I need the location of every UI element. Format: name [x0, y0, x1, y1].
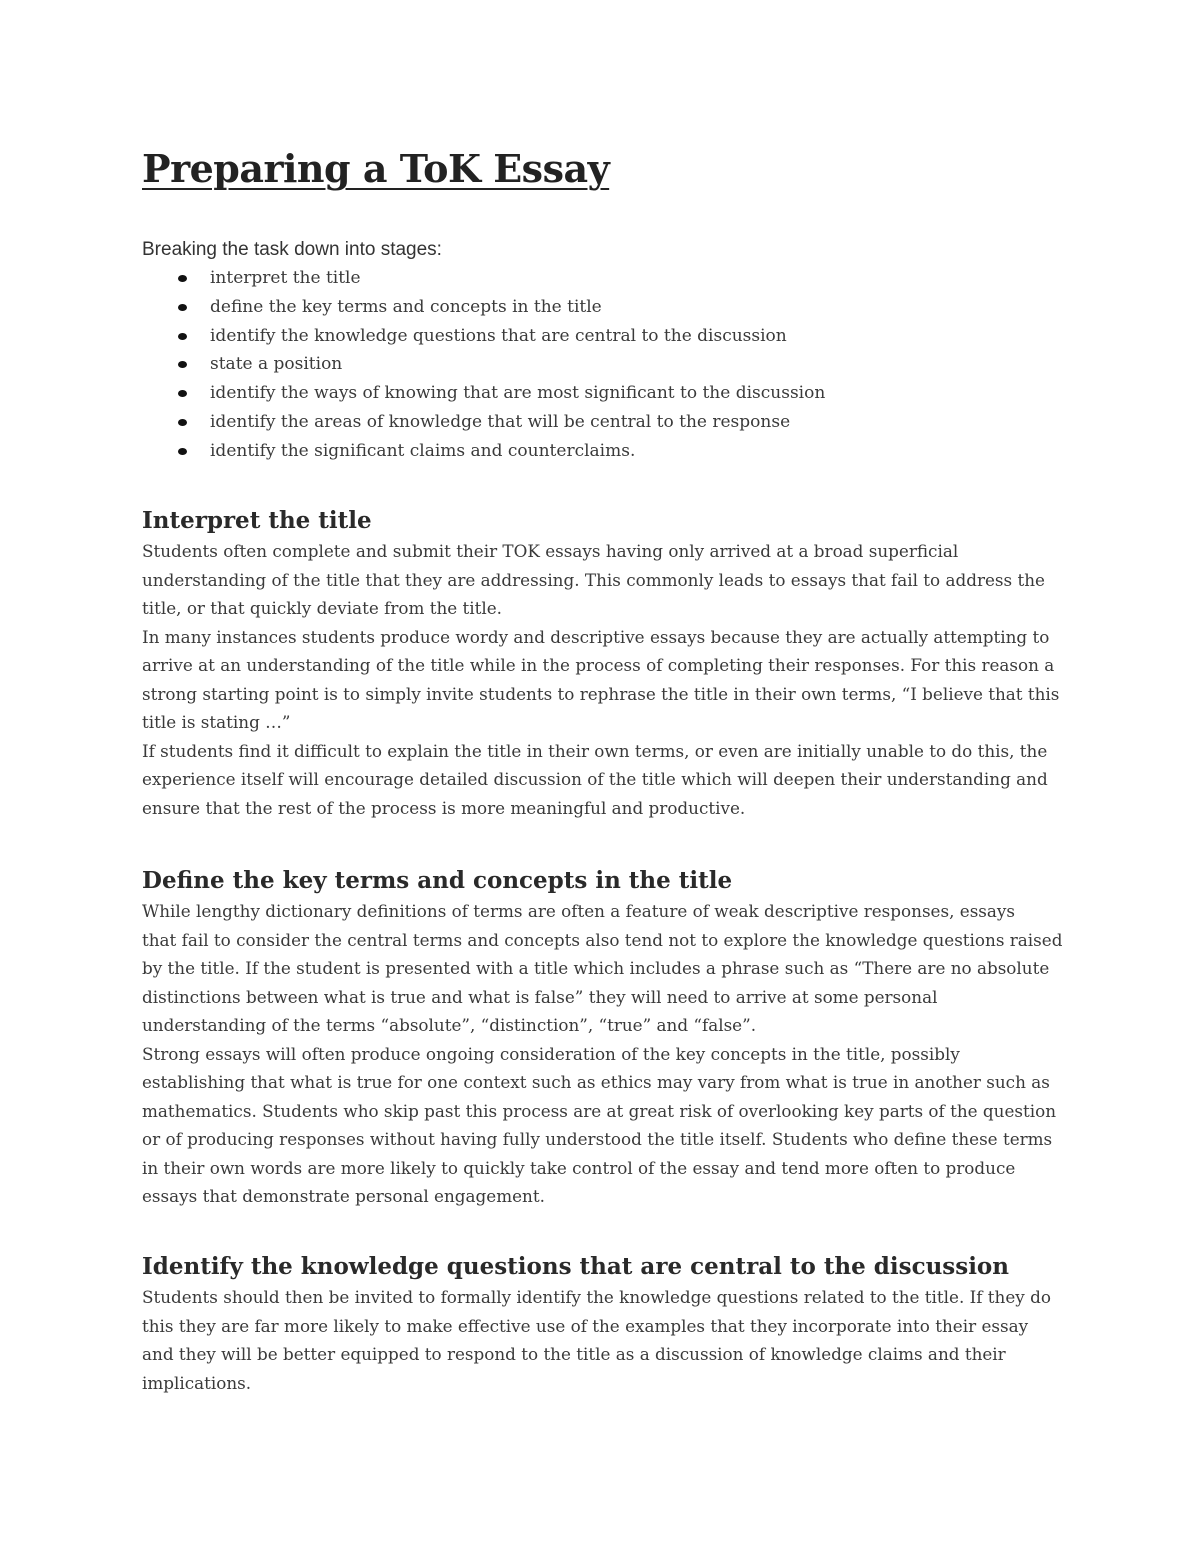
section-define-key-terms [142, 865, 1072, 1211]
body-line: strong starting point is to simply invite students to rephrase the title in their own terms, “I believe that this [142, 683, 1060, 704]
section-interpret-title [142, 505, 1072, 822]
body-line: or of producing responses without having fully understood the title itself. Students who define these terms [142, 1129, 1053, 1149]
body-line: In many instances students produce wordy and descriptive essays because they are actually attempting to [142, 626, 1050, 647]
body-line: Students often complete and submit their TOK essays having only arrived at a broad superficial [142, 541, 959, 561]
section-identify-knowledge-questions [142, 1251, 1072, 1397]
body-line: understanding of the title that they are addressing. This commonly leads to essays that fail to address the [142, 569, 1045, 590]
body-line: Students should then be invited to formally identify the knowledge questions related to the title. If they do [142, 1287, 1051, 1307]
body-line: If students find it difficult to explain the title in their own terms, or even are initially unable to do this, the [142, 740, 1048, 761]
body-line: title, or that quickly deviate from the title. [142, 598, 503, 618]
list-item-text: state a position [210, 354, 343, 375]
body-line: establishing that what is true for one context such as ethics may vary from what is true in another such as [142, 1072, 1050, 1092]
body-line: title is stating …” [142, 712, 291, 732]
section-heading: Define the key terms and concepts in the title [142, 867, 733, 894]
body-line: essays that demonstrate personal engagement. [142, 1186, 545, 1206]
body-line: mathematics. Students who skip past this process are at great risk of overlooking key parts of the question [142, 1100, 1057, 1121]
stages-list [142, 264, 825, 466]
body-line: ensure that the rest of the process is more meaningful and productive. [142, 797, 746, 818]
section-body [142, 1283, 1072, 1397]
document-title: Preparing a ToK Essay [142, 146, 610, 191]
body-line: experience itself will encourage detailed discussion of the title which will deepen their understanding and [142, 769, 1048, 789]
body-line: While lengthy dictionary definitions of terms are often a feature of weak descriptive responses, essays [142, 901, 1016, 921]
body-line: implications. [142, 1372, 252, 1393]
body-line: Strong essays will often produce ongoing consideration of the key concepts in the title, possibly [142, 1043, 960, 1064]
section-heading: Identify the knowledge questions that are central to the discussion [142, 1253, 1009, 1280]
list-item [142, 293, 825, 322]
body-line: by the title. If the student is presented with a title which includes a phrase such as “There are no absolute [142, 958, 1050, 978]
list-item [142, 264, 825, 293]
section-body [142, 537, 1072, 822]
bullet-icon [178, 390, 187, 397]
bullet-icon [178, 304, 187, 311]
bullet-icon [178, 361, 187, 368]
body-line: and they will be better equipped to respond to the title as a discussion of knowledge claims and their [142, 1344, 1006, 1364]
list-item [142, 379, 825, 408]
bullet-icon [178, 275, 187, 282]
list-item-text: identify the ways of knowing that are most significant to the discussion [210, 383, 826, 404]
section-heading: Interpret the title [142, 507, 372, 534]
body-line: in their own words are more likely to quickly take control of the essay and tend more often to produce [142, 1157, 1016, 1178]
intro-text: Breaking the task down into stages: [142, 239, 442, 260]
list-item [142, 408, 825, 437]
body-line: understanding of the terms “absolute”, “distinction”, “true” and “false”. [142, 1015, 757, 1035]
list-item-text: interpret the title [210, 268, 361, 288]
bullet-icon [178, 333, 187, 340]
body-line: that fail to consider the central terms and concepts also tend not to explore the knowledge questions raised [142, 929, 1063, 950]
list-item-text: define the key terms and concepts in the title [210, 296, 602, 317]
list-item [142, 322, 825, 351]
body-line: distinctions between what is true and what is false” they will need to arrive at some personal [142, 986, 938, 1007]
bullet-icon [178, 448, 187, 455]
bullet-icon [178, 419, 187, 426]
list-item-text: identify the significant claims and counterclaims. [210, 440, 636, 461]
body-line: this they are far more likely to make effective use of the examples that they incorporate into their essay [142, 1315, 1029, 1336]
list-item [142, 437, 825, 466]
section-body [142, 897, 1072, 1211]
list-item-text: identify the knowledge questions that are central to the discussion [210, 325, 787, 346]
list-item-text: identify the areas of knowledge that will be central to the response [210, 411, 791, 432]
list-item [142, 350, 825, 379]
body-line: arrive at an understanding of the title while in the process of completing their responses. For this reason a [142, 655, 1055, 675]
